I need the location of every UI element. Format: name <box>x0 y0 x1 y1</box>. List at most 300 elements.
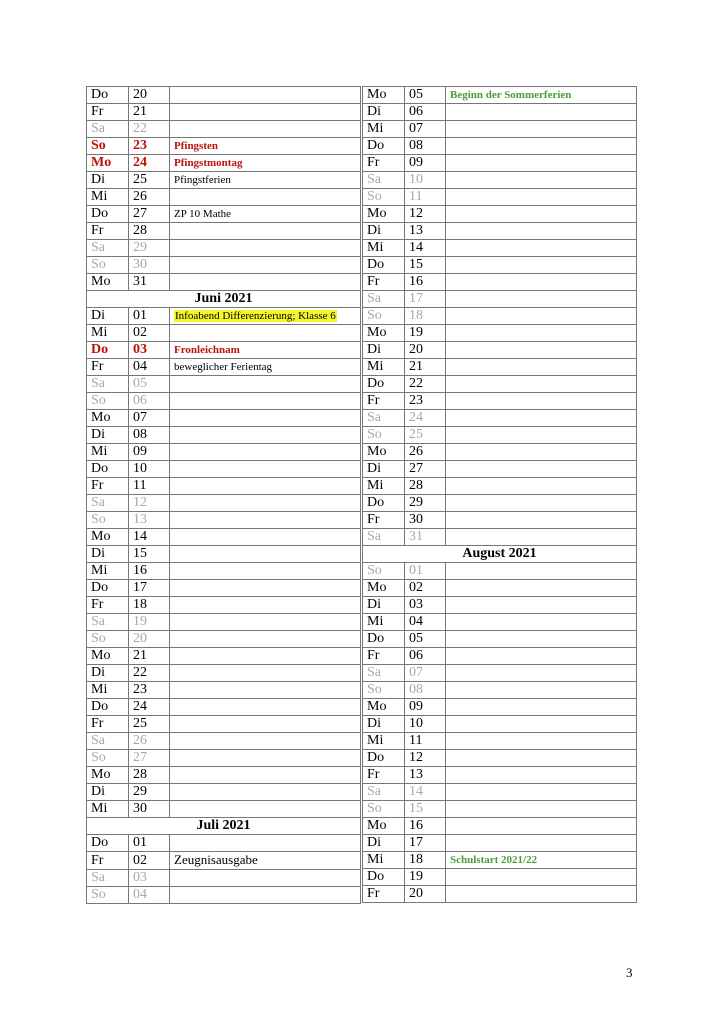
weekday-cell: So <box>87 393 129 410</box>
event-cell <box>446 597 637 614</box>
weekday-cell: So <box>363 189 405 206</box>
event-cell <box>446 444 637 461</box>
event-cell <box>170 614 361 631</box>
event-cell <box>170 852 361 870</box>
weekday-cell: Sa <box>87 870 129 887</box>
event-cell <box>170 870 361 887</box>
weekday-cell: Do <box>363 257 405 274</box>
event-cell <box>170 801 361 818</box>
event-cell <box>170 478 361 495</box>
event-cell <box>170 750 361 767</box>
calendar-row <box>87 376 361 393</box>
event-cell <box>446 121 637 138</box>
event-cell <box>446 104 637 121</box>
calendar-row <box>363 682 637 699</box>
date-cell: 04 <box>129 887 170 904</box>
calendar-row <box>363 580 637 597</box>
event-cell <box>170 325 361 342</box>
weekday-cell: So <box>87 257 129 274</box>
calendar-row <box>363 597 637 614</box>
event-cell <box>170 563 361 580</box>
date-cell: 23 <box>129 682 170 699</box>
calendar-row <box>87 274 361 291</box>
month-header-row <box>87 291 361 308</box>
event-cell <box>446 257 637 274</box>
date-cell: 23 <box>129 138 170 155</box>
event-cell <box>446 529 637 546</box>
event-cell <box>170 104 361 121</box>
calendar-row <box>363 87 637 104</box>
date-cell: 26 <box>129 189 170 206</box>
weekday-cell: Di <box>363 835 405 852</box>
date-cell: 22 <box>405 376 446 393</box>
weekday-cell: Fr <box>363 767 405 784</box>
date-cell: 24 <box>129 699 170 716</box>
date-cell: 27 <box>405 461 446 478</box>
event-cell <box>446 393 637 410</box>
weekday-cell: So <box>363 801 405 818</box>
event-cell <box>170 393 361 410</box>
event-cell <box>170 767 361 784</box>
weekday-cell: Sa <box>363 291 405 308</box>
weekday-cell: Di <box>363 104 405 121</box>
weekday-cell: Fr <box>87 597 129 614</box>
calendar-row <box>87 342 361 359</box>
event-cell <box>446 206 637 223</box>
date-cell: 12 <box>129 495 170 512</box>
calendar-row <box>87 444 361 461</box>
date-cell: 14 <box>405 240 446 257</box>
calendar-row <box>87 495 361 512</box>
weekday-cell: Di <box>87 172 129 189</box>
date-cell: 09 <box>405 699 446 716</box>
calendar-row <box>363 461 637 478</box>
event-cell <box>446 767 637 784</box>
event-note: Pfingsten <box>174 140 218 152</box>
weekday-cell: Mo <box>87 767 129 784</box>
weekday-cell: Sa <box>87 733 129 750</box>
weekday-cell: Fr <box>87 104 129 121</box>
event-cell <box>170 223 361 240</box>
date-cell: 22 <box>129 665 170 682</box>
date-cell: 11 <box>129 478 170 495</box>
weekday-cell: Di <box>87 308 129 325</box>
event-cell <box>446 631 637 648</box>
calendar-row <box>363 750 637 767</box>
date-cell: 05 <box>129 376 170 393</box>
calendar-row <box>363 495 637 512</box>
event-cell <box>170 155 361 172</box>
weekday-cell: So <box>363 563 405 580</box>
weekday-cell: Do <box>363 750 405 767</box>
weekday-cell: Fr <box>87 852 129 870</box>
event-cell <box>170 784 361 801</box>
calendar-row <box>87 461 361 478</box>
date-cell: 10 <box>129 461 170 478</box>
weekday-cell: Fr <box>87 359 129 376</box>
event-cell <box>170 665 361 682</box>
date-cell: 28 <box>129 223 170 240</box>
weekday-cell: Mi <box>87 325 129 342</box>
weekday-cell: Fr <box>87 223 129 240</box>
event-cell <box>446 308 637 325</box>
event-cell <box>446 427 637 444</box>
calendar-row <box>363 393 637 410</box>
weekday-cell: Di <box>363 597 405 614</box>
event-cell <box>446 189 637 206</box>
month-heading: August 2021 <box>363 546 637 563</box>
date-cell: 07 <box>405 665 446 682</box>
date-cell: 16 <box>405 818 446 835</box>
weekday-cell: Do <box>87 835 129 852</box>
calendar-row <box>87 665 361 682</box>
date-cell: 04 <box>129 359 170 376</box>
event-cell <box>170 240 361 257</box>
event-cell <box>170 87 361 104</box>
calendar-row <box>363 716 637 733</box>
calendar-row <box>87 767 361 784</box>
event-cell <box>170 427 361 444</box>
date-cell: 20 <box>405 342 446 359</box>
event-cell <box>446 614 637 631</box>
event-cell <box>446 886 637 903</box>
weekday-cell: Mo <box>87 529 129 546</box>
date-cell: 04 <box>405 614 446 631</box>
weekday-cell: Di <box>87 427 129 444</box>
weekday-cell: Mi <box>87 682 129 699</box>
calendar-row <box>363 614 637 631</box>
weekday-cell: Sa <box>363 784 405 801</box>
date-cell: 14 <box>129 529 170 546</box>
event-cell <box>446 155 637 172</box>
weekday-cell: Do <box>87 461 129 478</box>
date-cell: 25 <box>405 427 446 444</box>
calendar-row <box>87 427 361 444</box>
event-note: Fronleichnam <box>174 344 240 356</box>
event-cell <box>170 121 361 138</box>
month-header-row <box>87 818 361 835</box>
event-cell <box>446 835 637 852</box>
weekday-cell: Mi <box>363 852 405 869</box>
date-cell: 29 <box>405 495 446 512</box>
calendar-row <box>87 870 361 887</box>
calendar-row <box>363 835 637 852</box>
calendar-row <box>363 172 637 189</box>
event-note: Schulstart 2021/22 <box>450 854 538 866</box>
date-cell: 23 <box>405 393 446 410</box>
calendar-row <box>363 665 637 682</box>
date-cell: 20 <box>405 886 446 903</box>
calendar-row <box>87 580 361 597</box>
date-cell: 27 <box>129 206 170 223</box>
calendar-row <box>87 87 361 104</box>
date-cell: 18 <box>405 308 446 325</box>
weekday-cell: Di <box>363 716 405 733</box>
calendar-row <box>87 852 361 870</box>
weekday-cell: So <box>87 138 129 155</box>
date-cell: 16 <box>405 274 446 291</box>
event-cell <box>170 172 361 189</box>
calendar-row <box>87 359 361 376</box>
event-cell <box>170 461 361 478</box>
weekday-cell: Do <box>87 580 129 597</box>
calendar-row <box>363 733 637 750</box>
calendar-row <box>87 699 361 716</box>
date-cell: 02 <box>129 325 170 342</box>
weekday-cell: Di <box>363 223 405 240</box>
date-cell: 15 <box>405 257 446 274</box>
calendar-row <box>363 512 637 529</box>
date-cell: 06 <box>129 393 170 410</box>
weekday-cell: Fr <box>363 886 405 903</box>
event-cell <box>446 240 637 257</box>
event-cell <box>446 325 637 342</box>
date-cell: 15 <box>405 801 446 818</box>
event-cell <box>170 512 361 529</box>
event-cell <box>446 682 637 699</box>
event-cell <box>170 648 361 665</box>
calendar-row <box>363 189 637 206</box>
weekday-cell: Mo <box>363 699 405 716</box>
date-cell: 12 <box>405 206 446 223</box>
date-cell: 17 <box>129 580 170 597</box>
weekday-cell: Sa <box>363 172 405 189</box>
weekday-cell: Sa <box>87 614 129 631</box>
calendar-table-right <box>362 86 637 903</box>
date-cell: 08 <box>405 682 446 699</box>
weekday-cell: Sa <box>363 665 405 682</box>
date-cell: 18 <box>405 852 446 869</box>
event-cell <box>170 308 361 325</box>
event-cell <box>446 274 637 291</box>
calendar-table-left <box>86 86 361 904</box>
calendar-row <box>363 359 637 376</box>
date-cell: 12 <box>405 750 446 767</box>
date-cell: 28 <box>129 767 170 784</box>
event-cell <box>170 138 361 155</box>
weekday-cell: Di <box>87 665 129 682</box>
page-number: 3 <box>626 965 633 980</box>
weekday-cell: So <box>87 887 129 904</box>
event-cell <box>170 699 361 716</box>
calendar-row <box>87 546 361 563</box>
calendar-row <box>87 648 361 665</box>
event-cell <box>170 206 361 223</box>
calendar-row <box>363 886 637 903</box>
calendar-row <box>363 308 637 325</box>
date-cell: 21 <box>405 359 446 376</box>
calendar-body-left <box>87 87 361 904</box>
month-heading: Juni 2021 <box>87 291 361 308</box>
calendar-row <box>363 444 637 461</box>
calendar-row <box>87 121 361 138</box>
event-cell <box>446 172 637 189</box>
date-cell: 02 <box>405 580 446 597</box>
date-cell: 10 <box>405 716 446 733</box>
weekday-cell: Mi <box>363 240 405 257</box>
date-cell: 31 <box>405 529 446 546</box>
date-cell: 24 <box>129 155 170 172</box>
calendar-row <box>363 291 637 308</box>
date-cell: 30 <box>129 801 170 818</box>
date-cell: 08 <box>129 427 170 444</box>
calendar-row <box>87 631 361 648</box>
weekday-cell: Mi <box>87 189 129 206</box>
date-cell: 21 <box>129 104 170 121</box>
calendar-row <box>363 376 637 393</box>
date-cell: 07 <box>129 410 170 427</box>
weekday-cell: Do <box>363 138 405 155</box>
event-cell <box>170 359 361 376</box>
weekday-cell: Fr <box>87 478 129 495</box>
calendar-row <box>363 138 637 155</box>
event-note: Pfingstferien <box>174 174 231 186</box>
event-cell <box>170 376 361 393</box>
event-note: Beginn der Sommerferien <box>450 89 572 101</box>
calendar-row <box>87 835 361 852</box>
event-cell <box>446 376 637 393</box>
calendar-row <box>87 614 361 631</box>
weekday-cell: So <box>363 682 405 699</box>
event-cell <box>446 750 637 767</box>
date-cell: 29 <box>129 240 170 257</box>
date-cell: 07 <box>405 121 446 138</box>
event-cell <box>170 716 361 733</box>
date-cell: 26 <box>405 444 446 461</box>
date-cell: 03 <box>129 870 170 887</box>
date-cell: 01 <box>129 308 170 325</box>
date-cell: 27 <box>129 750 170 767</box>
weekday-cell: So <box>87 631 129 648</box>
event-cell <box>170 274 361 291</box>
weekday-cell: So <box>363 427 405 444</box>
event-cell <box>446 580 637 597</box>
weekday-cell: So <box>87 750 129 767</box>
weekday-cell: Mo <box>363 444 405 461</box>
calendar-row <box>363 121 637 138</box>
event-cell <box>170 444 361 461</box>
weekday-cell: Mo <box>363 580 405 597</box>
event-cell <box>446 563 637 580</box>
calendar-row <box>87 682 361 699</box>
date-cell: 09 <box>129 444 170 461</box>
calendar-row <box>87 325 361 342</box>
date-cell: 28 <box>405 478 446 495</box>
date-cell: 11 <box>405 189 446 206</box>
calendar-row <box>363 410 637 427</box>
calendar-row <box>87 189 361 206</box>
weekday-cell: Sa <box>363 529 405 546</box>
event-cell <box>170 597 361 614</box>
date-cell: 01 <box>129 835 170 852</box>
event-note: beweglicher Ferientag <box>174 361 273 373</box>
weekday-cell: Do <box>363 869 405 886</box>
calendar-row <box>87 529 361 546</box>
calendar-row <box>363 801 637 818</box>
event-cell <box>170 835 361 852</box>
weekday-cell: Mi <box>363 478 405 495</box>
event-cell <box>446 87 637 104</box>
weekday-cell: Do <box>363 631 405 648</box>
date-cell: 25 <box>129 716 170 733</box>
weekday-cell: So <box>363 308 405 325</box>
weekday-cell: Do <box>87 87 129 104</box>
calendar-row <box>87 784 361 801</box>
date-cell: 09 <box>405 155 446 172</box>
event-note: Infoabend Differenzierung; Klasse 6 <box>175 310 336 322</box>
calendar-row <box>363 784 637 801</box>
calendar-row <box>363 155 637 172</box>
calendar-row <box>363 563 637 580</box>
weekday-cell: Mo <box>87 410 129 427</box>
date-cell: 10 <box>405 172 446 189</box>
weekday-cell: Mo <box>363 325 405 342</box>
weekday-cell: Mo <box>363 87 405 104</box>
calendar-row <box>363 240 637 257</box>
weekday-cell: Do <box>87 699 129 716</box>
calendar-row <box>363 869 637 886</box>
event-note: Zeugnisausgabe <box>174 852 258 867</box>
event-cell <box>446 784 637 801</box>
date-cell: 19 <box>405 325 446 342</box>
date-cell: 18 <box>129 597 170 614</box>
date-cell: 08 <box>405 138 446 155</box>
calendar-row <box>87 138 361 155</box>
weekday-cell: Mi <box>87 563 129 580</box>
date-cell: 13 <box>129 512 170 529</box>
weekday-cell: Do <box>87 206 129 223</box>
event-cell <box>446 869 637 886</box>
weekday-cell: Mi <box>363 121 405 138</box>
weekday-cell: Do <box>87 342 129 359</box>
event-note: ZP 10 Mathe <box>174 208 232 220</box>
event-cell <box>446 665 637 682</box>
date-cell: 06 <box>405 648 446 665</box>
event-cell <box>446 359 637 376</box>
calendar-row <box>363 631 637 648</box>
event-cell <box>446 495 637 512</box>
calendar-row <box>363 427 637 444</box>
weekday-cell: Fr <box>363 155 405 172</box>
calendar-row <box>87 733 361 750</box>
event-cell <box>446 733 637 750</box>
calendar-row <box>87 887 361 904</box>
date-cell: 11 <box>405 733 446 750</box>
event-cell <box>446 699 637 716</box>
month-header-row <box>363 546 637 563</box>
weekday-cell: Mi <box>363 614 405 631</box>
date-cell: 15 <box>129 546 170 563</box>
date-cell: 21 <box>129 648 170 665</box>
calendar-row <box>363 206 637 223</box>
calendar-row <box>363 342 637 359</box>
weekday-cell: Mo <box>363 818 405 835</box>
date-cell: 13 <box>405 767 446 784</box>
calendar-row <box>87 512 361 529</box>
event-cell <box>446 138 637 155</box>
calendar-row <box>87 410 361 427</box>
calendar-row <box>363 478 637 495</box>
event-cell <box>170 342 361 359</box>
calendar-row <box>87 257 361 274</box>
weekday-cell: Fr <box>363 512 405 529</box>
weekday-cell: Mi <box>87 801 129 818</box>
calendar-row <box>87 716 361 733</box>
event-cell <box>446 716 637 733</box>
event-cell <box>446 291 637 308</box>
event-note: Pfingstmontag <box>174 157 243 169</box>
date-cell: 13 <box>405 223 446 240</box>
